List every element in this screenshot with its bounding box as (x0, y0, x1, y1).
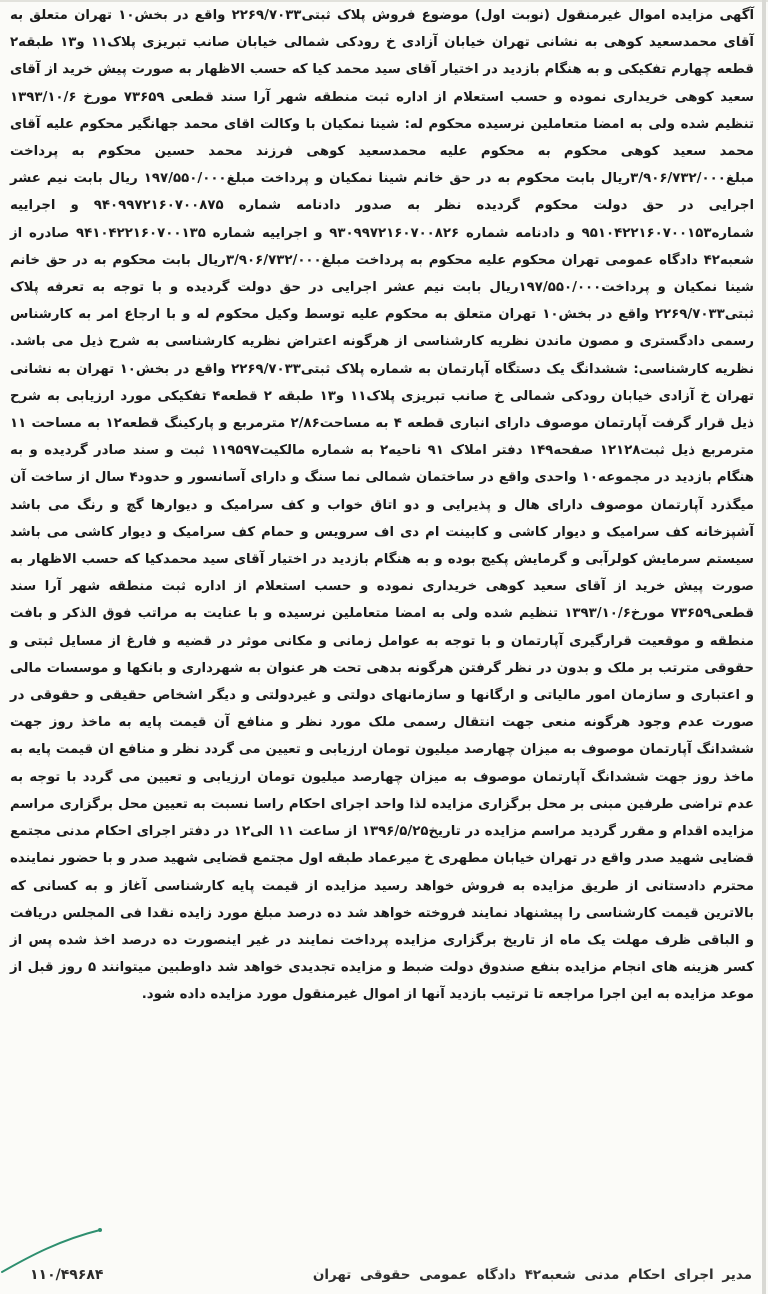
right-border (762, 0, 766, 1294)
signature-row (30, 1262, 752, 1288)
issuing-office: مدیر اجرای احکام مدنی شعبه۴۲ دادگاه عمومی حقوقی تهران (312, 1267, 752, 1283)
notice-code: ۱۱۰/۴۹۶۸۴ (30, 1267, 104, 1283)
notice-body: آگهی مزایده اموال غیرمنقول (نوبت اول) موضوع فروش پلاک ثبتی۲۲۶۹/۷۰۳۳ واقع در بخش۱۰ تهران متعلق به آقای محمدسعید کوهی به نشانی تهران خیابان آزادی خ رودکی شمالی خیابان صانب تبریزی پلاک۱۱ و۱۳ طبقه۲ قطعه چهارم تفکیکی و به هنگام بازدید در اختیار آقای سید محمد کیا که حسب الاظهار به صورت پیش خرید از آقای سعید کوهی خریداری نموده و حسب استعلام از اداره ثبت منطقه شهر آرا سند قطعی ۷۳۶۵۹ مورخ ۱۳۹۳/۱۰/۶ تنظیم شده ولی به امضا متعاملین نرسیده محکوم له: شینا نمکیان با وکالت اقای محمد جهانگیر محکوم علیه آقای محمد سعید کوهی محکوم به محکوم علیه محمدسعید کوهی فرزند محمد حسین محکوم به پرداخت مبلغ۳/۹۰۶/۷۳۲/۰۰۰ریال بابت محکوم به در حق خانم شینا نمکیان و پرداخت مبلغ۱۹۷/۵۵۰/۰۰۰ ریال بابت نیم عشر اجرایی در حق دولت محکوم گردیده نظر به صدور دادنامه شماره ۹۴۰۹۹۷۲۱۶۰۷۰۰۸۷۵ و اجراییه شماره۹۵۱۰۴۲۲۱۶۰۷۰۰۱۵۳ و دادنامه شماره ۹۳۰۹۹۷۲۱۶۰۷۰۰۸۲۶ و اجراییه شماره ۹۴۱۰۴۲۲۱۶۰۷۰۰۱۳۵ صادره از شعبه۴۲ دادگاه عمومی تهران محکوم علیه محکوم به پرداخت مبلغ۳/۹۰۶/۷۳۲/۰۰۰ریال بابت محکوم به در حق خانم شینا نمکیان و پرداخت۱۹۷/۵۵۰/۰۰۰ریال بابت نیم عشر اجرایی در حق دولت گردیده و با توجه به تعرفه پلاک ثبتی۲۲۶۹/۷۰۳۳ واقع در بخش۱۰ تهران متعلق به محکوم علیه توسط وکیل محکوم له و با ارجاع امر به کارشناس رسمی دادگستری و مصون ماندن نظریه کارشناسی از هرگونه اعتراض نظریه کارشناسی به شرح ذیل می باشد. نظریه کارشناسی: ششدانگ یک دستگاه آپارتمان به شماره پلاک ثبتی۲۲۶۹/۷۰۳۳ واقع در بخش۱۰ تهران به نشانی تهران خ آزادی خیابان رودکی شمالی خ صانب تبریزی پلاک۱۱ و۱۳ طبقه ۲ قطعه۴ تفکیکی مورد ارزیابی به شرح ذیل قرار گرفت آپارتمان موصوف دارای انباری قطعه ۴ به مساحت۲/۸۶ مترمربع و پارکینگ قطعه۱۲ به مساحت ۱۱ مترمربع ذیل ثبت۱۲۱۲۸ صفحه۱۴۹ دفتر املاک ۹۱ ناحیه۲ به شماره مالکیت۱۱۹۵۹۷ ثبت و سند صادر گردیده و به هنگام بازدید در مجموعه۱۰ واحدی واقع در ساختمان شمالی نما سنگ و دارای آسانسور و حدود۴ سال از ساخت آن میگذرد آپارتمان موصوف دارای هال و پذیرایی و دو اتاق خواب و کف سرامیک و دیوارها گچ و رنگ می باشد آشپزخانه کف سرامیک و دیوار کاشی و کابینت ام دی اف سرویس و حمام کف سرامیک و دیوار کاشی می باشد سیستم سرمایش کولرآبی و گرمایش پکیج بوده و به هنگام بازدید در اختیار آقای سید محمدکیا که حسب الاظهار به صورت پیش خرید از آقای سعید کوهی خریداری نموده و حسب استعلام از اداره ثبت منطقه شهر آرا سند قطعی۷۳۶۵۹ مورخ۱۳۹۳/۱۰/۶ تنظیم شده ولی به امضا متعاملین نرسیده و با عنایت به مراتب فوق الذکر و بافت منطقه و موقعیت قرارگیری آپارتمان و با توجه به عوامل زمانی و مکانی موثر در قضیه و فارغ از مسایل ثبتی و حقوقی مترتب بر ملک و بدون در نظر گرفتن هرگونه بدهی تحت هر عنوان به شهرداری و بانکها و موسسات مالی و اعتباری و سازمان امور مالیاتی و ارگانها و سازمانهای دولتی و غیردولتی و دیگر اشخاص حقیقی و حقوقی در صورت عدم وجود هرگونه منعی جهت انتقال رسمی ملک مورد نظر و منافع آن قیمت پایه به ماخذ روز جهت ششدانگ آپارتمان موصوف به میزان چهارصد میلیون تومان ارزیابی و تعیین می گردد نظر و منافع ان قیمت پایه به ماخذ روز جهت ششدانگ آپارتمان موصوف به میزان چهارصد میلیون تومان ارزیابی و تعیین می گردد با توجه به عدم تراضی طرفین مبنی بر محل برگزاری مزایده لذا واحد اجرای احکام راسا نسبت به تعیین محل برگزاری مراسم مزایده اقدام و مقرر گردید مراسم مزایده در تاریخ۱۳۹۶/۵/۲۵ از ساعت ۱۱ الی۱۲ در دفتر اجرای احکام مدنی مجتمع قضایی شهید صدر واقع در تهران خیابان مطهری خ میرعماد طبقه اول مجتمع قضایی شهید صدر و با حضور نماینده محترم دادستانی از طریق مزایده به فروش خواهد رسید مزایده از قیمت پایه کارشناسی آغاز و به کسانی که بالاترین قیمت کارشناسی را پیشنهاد نمایند فروخته خواهد شد ده درصد مبلغ مورد زایده نقدا فی المجلس دریافت و الباقی ظرف مهلت یک ماه از تاریخ برگزاری مزایده پرداخت نمایند در غیر اینصورت ده درصد اخذ شده پس از کسر هزینه های انجام مزایده بنفع صندوق دولت ضبط و مزایده تجدیدی خواهد شد داوطبین میتوانند ۵ روز قبل از موعد مزایده به این اجرا مراجعه تا ترتیب بازدید آنها از اموال غیرمنقول مورد مزایده داده شود. (10, 8, 755, 1003)
auction-notice (4, 2, 758, 1009)
